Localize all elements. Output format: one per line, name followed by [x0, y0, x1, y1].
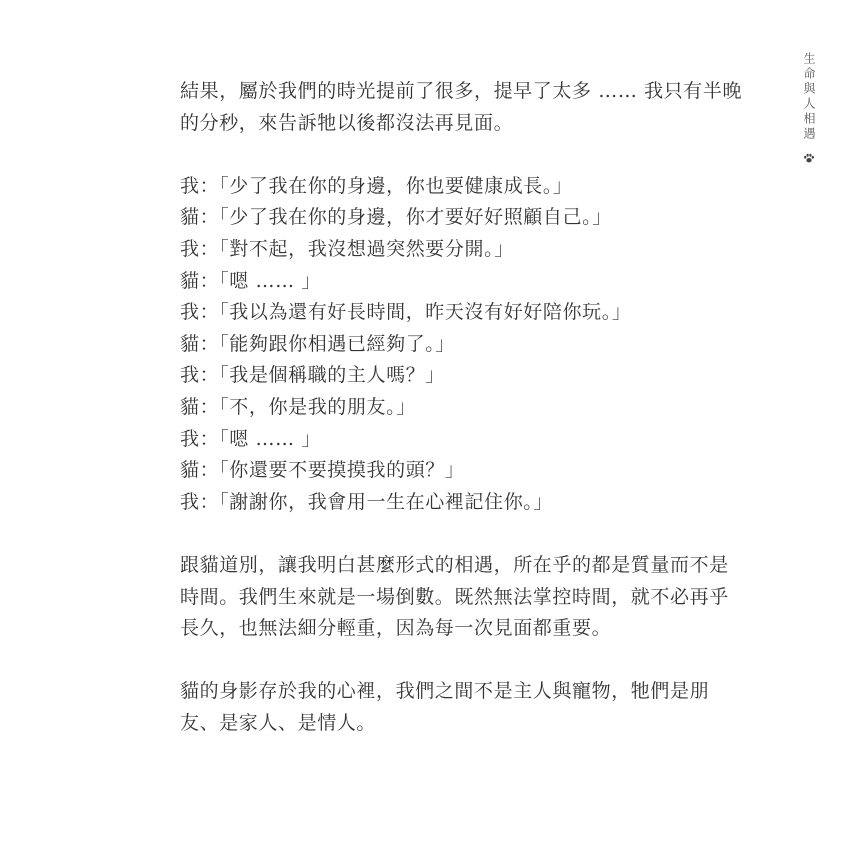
section-title: 生命與人相遇 — [802, 52, 816, 142]
dialogue-line: 貓：「你還要不要摸摸我的頭？」 — [180, 459, 465, 482]
dialogue-line: 我：「少了我在你的身邊，你也要健康成長。」 — [180, 174, 573, 197]
reflection-paragraph: 跟貓道別，讓我明白甚麼形式的相遇，所在乎的都是質量而不是時間。我們生來就是一場倒數。既然無法掌控時間，就不必再乎長久，也無法細分輕重，因為每一次見面都重要。 — [180, 553, 729, 640]
dialogue-line: 我：「對不起，我沒想過突然要分開。」 — [180, 237, 514, 260]
dialogue-line: 我：「我是個稱職的主人嗎？」 — [180, 364, 445, 387]
paw-icon — [803, 152, 815, 164]
dialogue-line: 貓：「能夠跟你相遇已經夠了。」 — [180, 332, 456, 355]
dialogue-block — [180, 171, 746, 519]
main-text — [180, 76, 746, 771]
dialogue-line: 貓：「不，你是我的朋友。」 — [180, 395, 416, 418]
dialogue-line: 我：「嗯 …… 」 — [180, 427, 321, 450]
dialogue-line: 貓：「嗯 …… 」 — [180, 269, 321, 292]
running-header — [798, 52, 820, 164]
closing-paragraph: 貓的身影存於我的心裡，我們之間不是主人與寵物，牠們是朋友、是家人、是情人。 — [180, 680, 710, 734]
dialogue-line: 我：「我以為還有好長時間，昨天沒有好好陪你玩。」 — [180, 301, 632, 324]
intro-paragraph: 結果，屬於我們的時光提前了很多，提早了太多 …… 我只有半晚的分秒，來告訴牠以後都沒法再見面。 — [180, 80, 743, 134]
dialogue-line: 我：「謝謝你，我會用一生在心裡記住你。」 — [180, 490, 554, 513]
dialogue-line: 貓：「少了我在你的身邊，你才要好好照顧自己。」 — [180, 206, 612, 229]
